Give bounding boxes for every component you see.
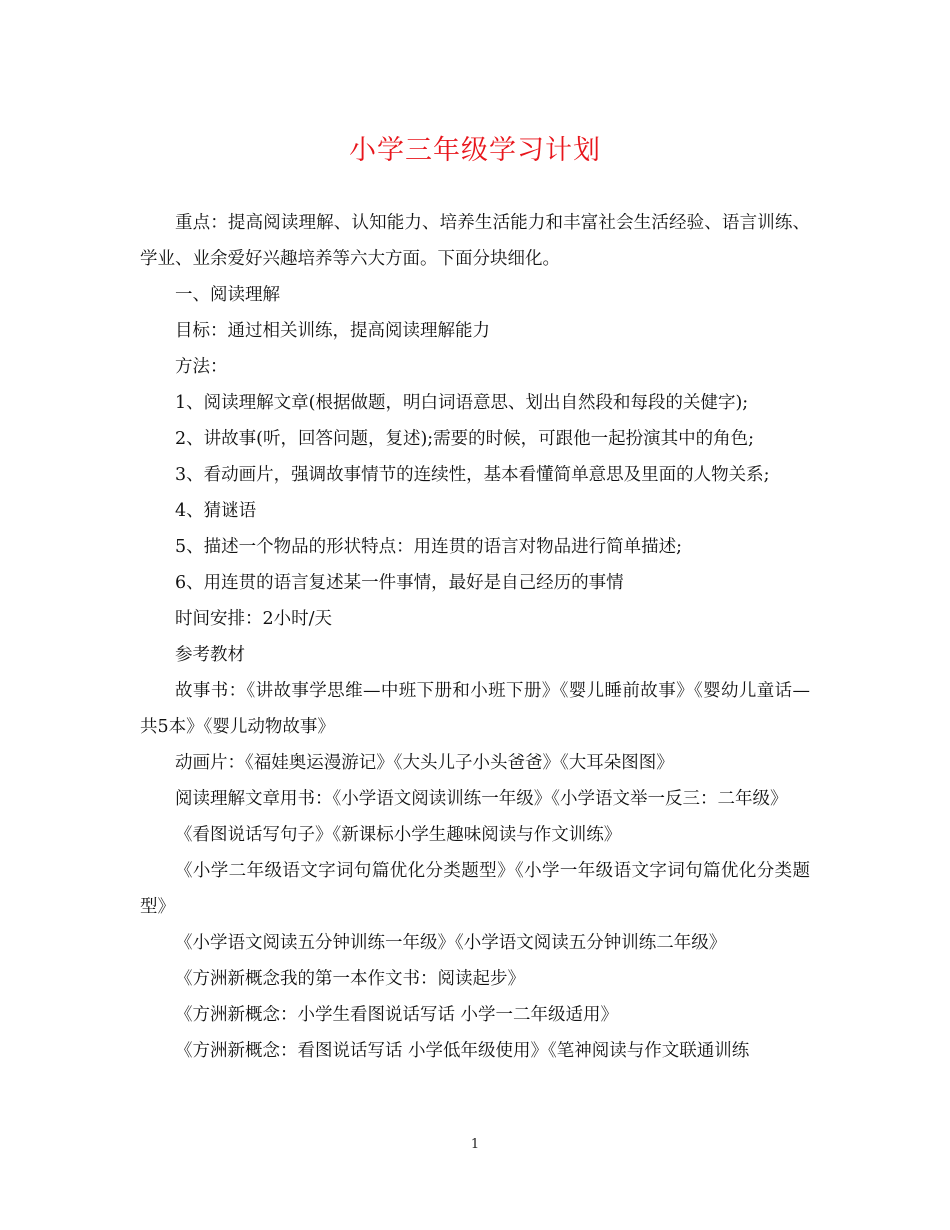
paragraph: 故事书：《讲故事学思维—中班下册和小班下册》《婴儿睡前故事》《婴幼儿童话—共5本》《婴儿动物故事》: [140, 681, 810, 737]
page-number: 1: [470, 1137, 480, 1152]
page-title: 小学三年级学习计划: [349, 135, 601, 166]
paragraph: 1、阅读理解文章(根据做题，明白词语意思、划出自然段和每段的关健字);: [175, 393, 749, 413]
paragraph: 重点：提高阅读理解、认知能力、培养生活能力和丰富社会生活经验、语言训练、学业、业余爱好兴趣培养等六大方面。下面分块细化。: [140, 213, 810, 269]
paragraph: 一、阅读理解: [175, 285, 280, 305]
paragraph: 5、描述一个物品的形状特点：用连贯的语言对物品进行简单描述;: [175, 537, 683, 557]
paragraph: 6、用连贯的语言复述某一件事情，最好是自己经历的事情: [175, 573, 624, 593]
paragraph: 《看图说话写句子》《新课标小学生趣味阅读与作文训练》: [175, 825, 622, 845]
paragraph: 《方洲新概念我的第一本作文书：阅读起步》: [175, 969, 525, 989]
paragraph: 《方洲新概念：小学生看图说话写话 小学一二年级适用》: [175, 1005, 619, 1025]
paragraph: 目标：通过相关训练，提高阅读理解能力: [175, 321, 490, 341]
document-body: [140, 205, 810, 1069]
paragraph: 4、猜谜语: [175, 501, 257, 521]
paragraph: 动画片：《福娃奥运漫游记》《大头儿子小头爸爸》《大耳朵图图》: [175, 753, 674, 773]
paragraph: 阅读理解文章用书：《小学语文阅读训练一年级》《小学语文举一反三：二年级》: [175, 789, 788, 809]
paragraph: 时间安排：2小时/天: [175, 609, 333, 629]
paragraph: 《小学语文阅读五分钟训练一年级》《小学语文阅读五分钟训练二年级》: [175, 933, 727, 953]
paragraph: 2、讲故事(听，回答问题，复述);需要的时候，可跟他一起扮演其中的角色;: [175, 429, 755, 449]
paragraph: 《方洲新概念：看图说话写话 小学低年级使用》《笔神阅读与作文联通训练: [175, 1041, 750, 1061]
paragraph: 《小学二年级语文字词句篇优化分类题型》《小学一年级语文字词句篇优化分类题型》: [140, 861, 810, 917]
paragraph: 参考教材: [175, 645, 245, 665]
paragraph: 3、看动画片，强调故事情节的连续性，基本看懂简单意思及里面的人物关系;: [175, 465, 770, 485]
paragraph: 方法：: [175, 357, 228, 377]
